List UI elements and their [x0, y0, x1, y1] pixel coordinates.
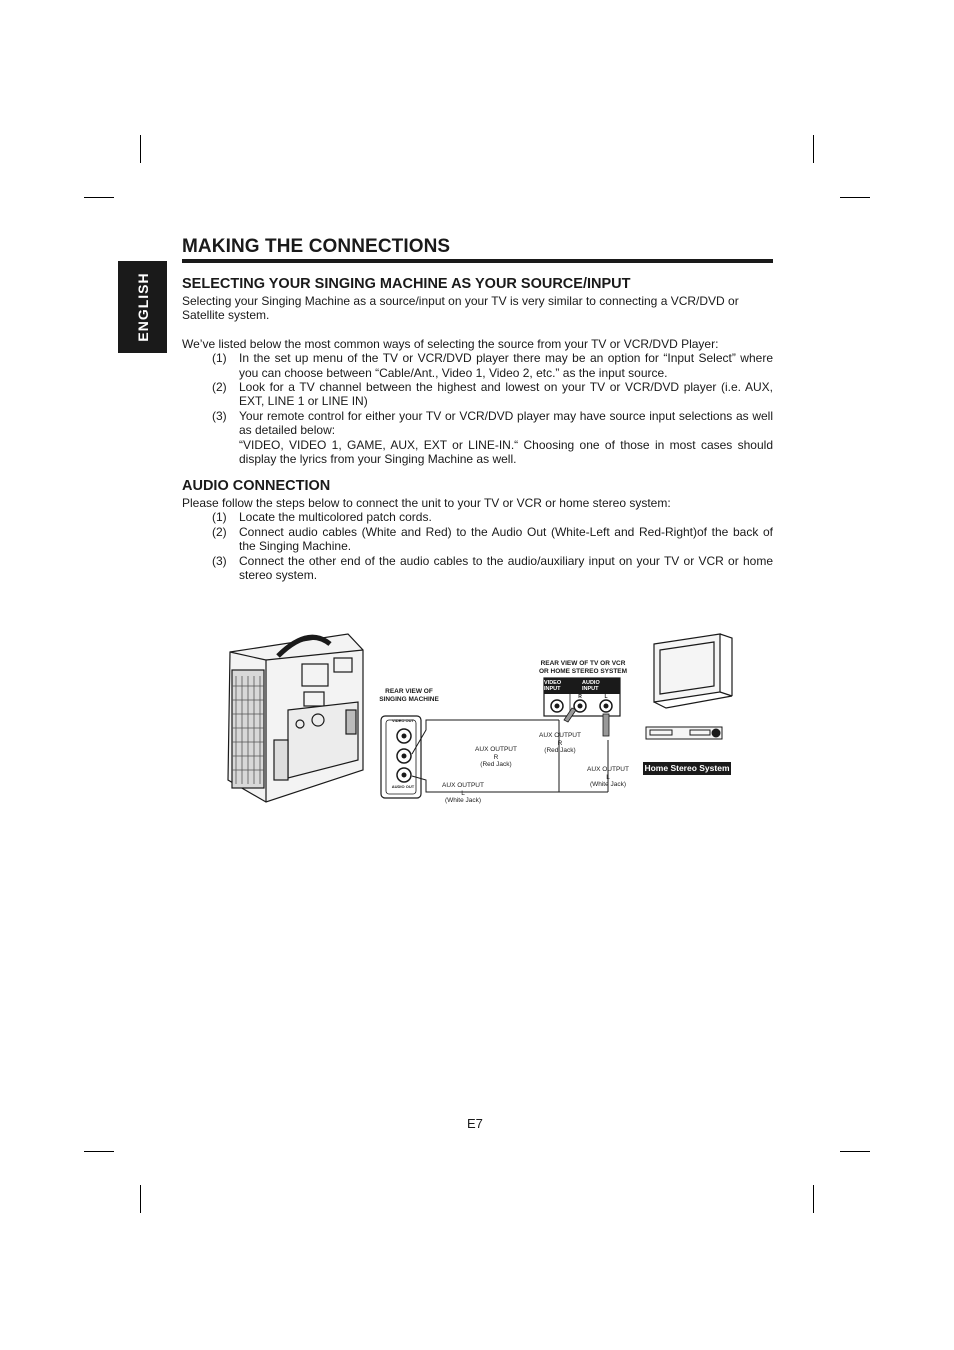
aux-output-r-tv-label: AUX OUTPUT R (Red Jack): [539, 732, 581, 754]
source-item3-continuation: “VIDEO, VIDEO 1, GAME, AUX, EXT or LINE-IN.“ Choosing one of those in most cases should display the lyrics from your Singing Machine as well.: [239, 437, 773, 467]
audio-steps: [182, 510, 773, 582]
jack-l-label: L: [604, 694, 608, 700]
video-input-label: VIDEO INPUT: [544, 680, 562, 692]
audio-intro: Please follow the steps below to connect the unit to your TV or VCR or home stereo system:: [182, 496, 671, 510]
crop-mark: [840, 1151, 870, 1152]
audio-input-label: AUDIO INPUT: [582, 680, 600, 692]
crop-mark: [813, 1185, 814, 1213]
language-tab-label: ENGLISH: [134, 272, 151, 342]
page-number: E7: [467, 1116, 483, 1131]
source-intro: Selecting your Singing Machine as a source/input on your TV is very similar to connecting a VCR/DVD or Satellite system.: [182, 294, 739, 323]
audio-out-label: AUDIO OUT: [391, 784, 415, 789]
source-section: [182, 276, 773, 466]
aux-output-l-label: AUX OUTPUT L (White Jack): [442, 782, 484, 804]
crop-mark: [140, 1185, 141, 1213]
list-item: (2) Connect audio cables (White and Red) to the Audio Out (White-Left and Red-Right)of the back of the Singing Machine.: [212, 524, 773, 554]
source-heading: SELECTING YOUR SINGING MACHINE AS YOUR SOURCE/INPUT: [182, 276, 631, 292]
crop-mark: [813, 135, 814, 163]
list-item: (1) Locate the multicolored patch cords.: [212, 510, 432, 525]
aux-output-r-label: AUX OUTPUT R (Red Jack): [475, 746, 517, 768]
rear-view-machine-label: REAR VIEW OF SINGING MACHINE: [379, 688, 439, 703]
source-lead: We’ve listed below the most common ways of selecting the source from your TV or VCR/DVD Player:: [182, 336, 719, 351]
audio-section: [182, 478, 773, 582]
singing-machine-illustration: [228, 634, 363, 802]
language-tab: [118, 261, 167, 353]
stereo-illustration: [646, 727, 722, 739]
title-rule: [182, 259, 773, 263]
jack-r-label: R: [578, 694, 582, 700]
list-item: (3) Your remote control for either your TV or VCR/DVD player may have source input selections as well as detailed below:: [212, 408, 773, 438]
rear-view-tv-label: REAR VIEW OF TV OR VCR OR HOME STEREO SYSTEM: [538, 660, 628, 675]
video-out-label: VIDEO OUT: [391, 718, 414, 723]
aux-output-l-tv-label: AUX OUTPUT L (White Jack): [587, 766, 629, 788]
audio-heading: AUDIO CONNECTION: [182, 478, 331, 494]
list-item: (2) Look for a TV channel between the highest and lowest on your TV or VCR/DVD player (i.e. AUX, EXT, LINE 1 or LINE IN): [212, 380, 773, 409]
crop-mark: [840, 197, 870, 198]
crop-mark: [84, 197, 114, 198]
page-title: MAKING THE CONNECTIONS: [182, 236, 451, 257]
tv-illustration: [654, 634, 732, 708]
list-item: (1) In the set up menu of the TV or VCR/DVD player there may be an option for “Input Select” where you can choose between “Cable/Ant., Video 1, Video 2, etc.” as the input source.: [212, 351, 773, 380]
home-stereo-label: Home Stereo System: [644, 763, 730, 773]
crop-mark: [140, 135, 141, 163]
list-item: (3) Connect the other end of the audio cables to the audio/auxiliary input on your TV or VCR or home stereo system.: [212, 553, 773, 583]
source-steps: [182, 351, 773, 437]
crop-mark: [84, 1151, 114, 1152]
